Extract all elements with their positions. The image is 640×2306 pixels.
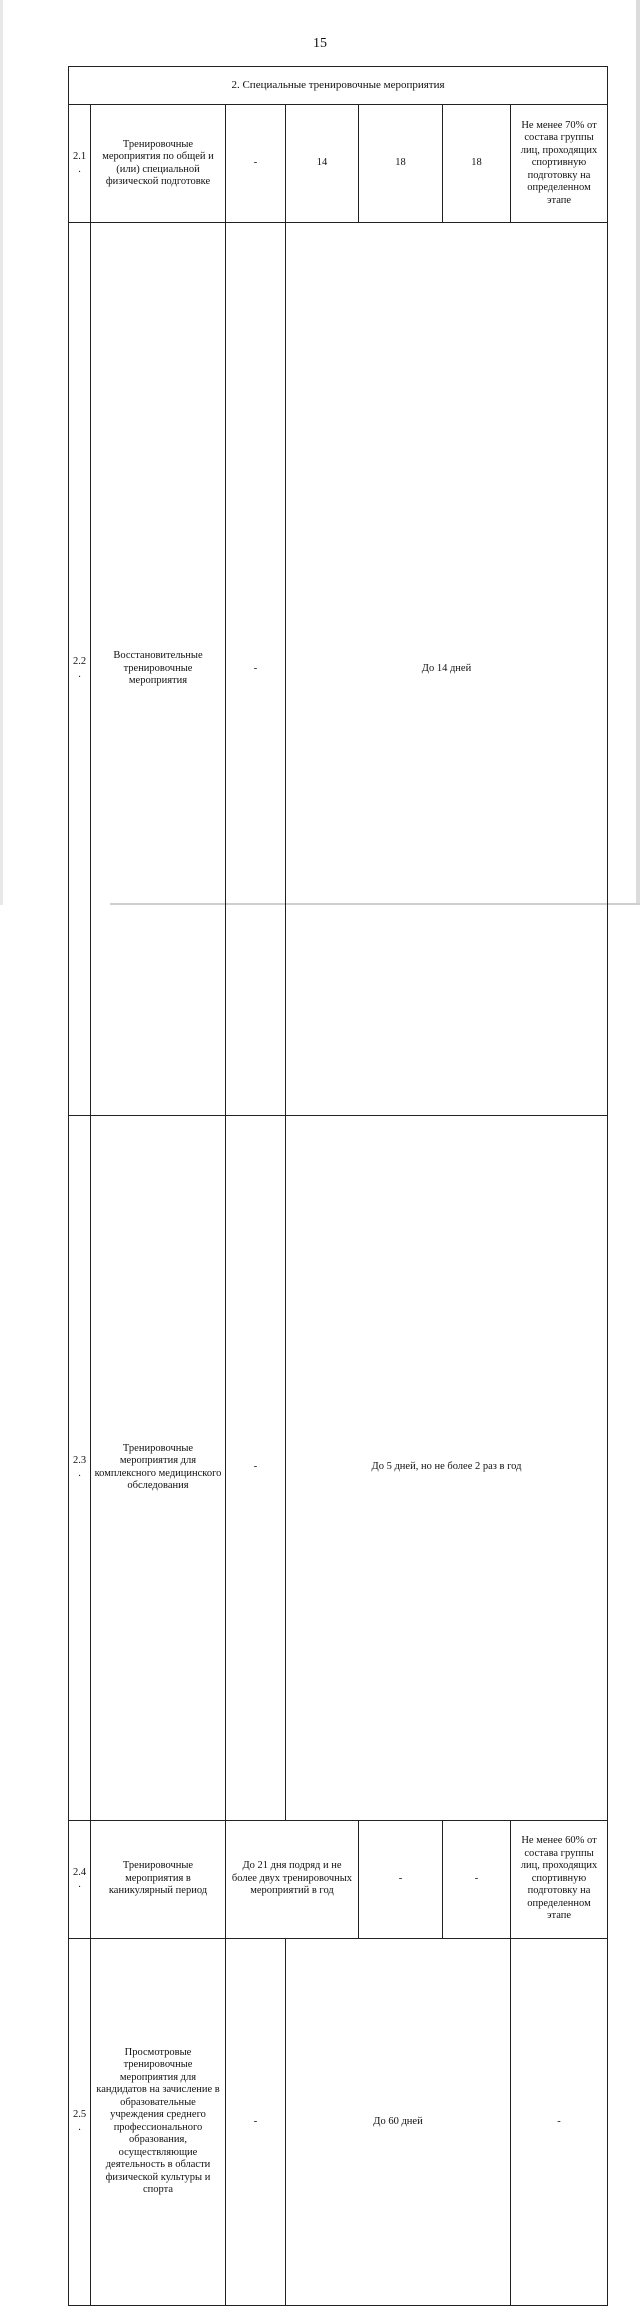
cell-span-value: До 21 дня подряд и не более двух тренировочных мероприятий в год [226,1820,359,1938]
cell-value: - [359,1820,443,1938]
cell-note: Не менее 70% от состава группы лиц, проходящих спортивную подготовку на определенном этапе [511,105,608,223]
event-name: Тренировочные мероприятия по общей и (или) специальной физической подготовке [91,105,226,223]
event-name: Просмотровые тренировочные мероприятия для кандидатов на зачисление в образовательные учреждения среднего профессионального образования, осуществляющие деятельность в области физической культуры и спорта [91,1938,226,2306]
cell-span-value: До 14 дней [286,223,608,1116]
section-title: 2. Специальные тренировочные мероприятия [69,67,608,105]
section-header-row [69,67,608,105]
cell-note: Не менее 60% от состава группы лиц, проходящих спортивную подготовку на определенном этапе [511,1820,608,1938]
scan-edge-right [636,0,640,905]
cell-value: 18 [359,105,443,223]
row-number: 2.4. [69,1820,91,1938]
row-number: 2.1. [69,105,91,223]
cell-value: - [511,1938,608,2306]
scan-edge-left [0,0,3,905]
table-row [69,1820,608,1938]
table-row [69,1938,608,2306]
event-name: Тренировочные мероприятия для комплексного медицинского обследования [91,1115,226,1820]
event-name: Тренировочные мероприятия в каникулярный период [91,1820,226,1938]
training-events-table [68,66,608,2306]
row-number: 2.2. [69,223,91,1116]
cell-value: - [443,1820,511,1938]
page-number: 15 [313,36,327,51]
cell-value: 18 [443,105,511,223]
cell-value: - [226,105,286,223]
cell-span-value: До 60 дней [286,1938,511,2306]
cell-value: - [226,1115,286,1820]
row-number: 2.3. [69,1115,91,1820]
event-name: Восстановительные тренировочные мероприятия [91,223,226,1116]
table-row [69,105,608,223]
row-number: 2.5. [69,1938,91,2306]
cell-value: - [226,1938,286,2306]
cell-value: - [226,223,286,1116]
table-row [69,223,608,1116]
cell-value: 14 [286,105,359,223]
table-row [69,1115,608,1820]
cell-span-value: До 5 дней, но не более 2 раз в год [286,1115,608,1820]
